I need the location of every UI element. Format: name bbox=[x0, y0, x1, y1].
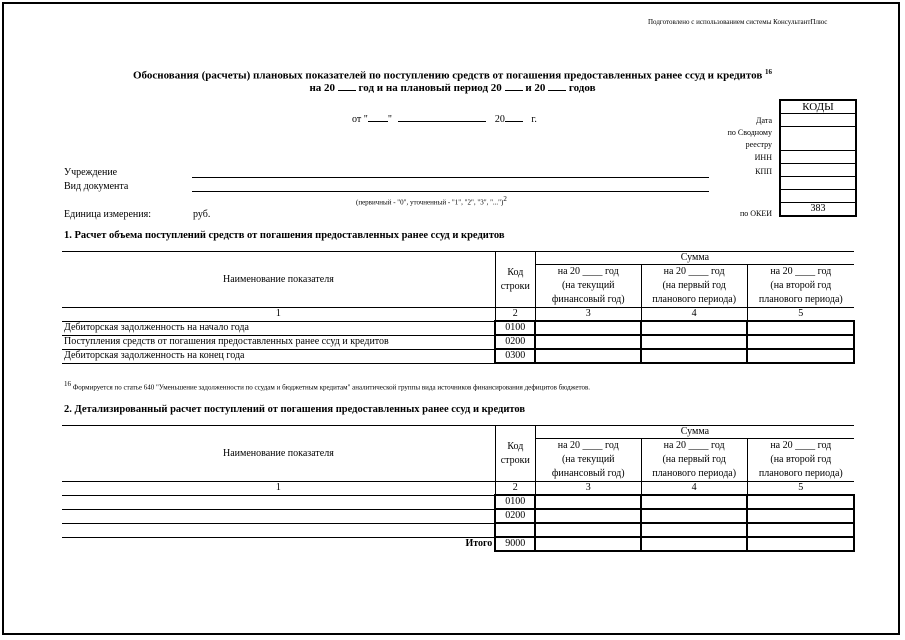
footnote-text: Формируется по статье 640 "Уменьшение задолженности по ссудам и бюджетным кредитам" аналитической группы вида источников финансирования дефицитов бюджетов. bbox=[72, 383, 591, 392]
year-blank-3[interactable] bbox=[548, 90, 566, 91]
code-date[interactable] bbox=[781, 114, 855, 127]
cell-col3[interactable] bbox=[535, 349, 641, 363]
title-line1: Обоснования (расчеты) плановых показателей по поступлению средств от погашения предоставленных ранее ссуд и кредитов bbox=[132, 69, 763, 82]
unit-value: руб. bbox=[193, 209, 211, 220]
date-year-blank[interactable] bbox=[505, 121, 523, 122]
date-g: г. bbox=[531, 114, 537, 125]
code-svodny-reestr[interactable] bbox=[781, 127, 855, 151]
date-line bbox=[352, 114, 537, 125]
codes-box bbox=[779, 99, 857, 217]
code-doc-type[interactable] bbox=[781, 177, 855, 190]
num-4: 4 bbox=[641, 482, 747, 496]
doc-type-hint-sup: 2 bbox=[503, 195, 507, 203]
hdr-col3-l1: на 20 ____ год bbox=[557, 440, 619, 451]
table-row bbox=[62, 509, 854, 523]
date-from-label: от " bbox=[352, 114, 368, 125]
hdr-col4-l3: планового периода) bbox=[652, 468, 737, 479]
label-institution: Учреждение bbox=[64, 167, 118, 178]
hdr-col3-l2: (на текущий bbox=[561, 454, 615, 465]
hdr-col3 bbox=[535, 439, 641, 482]
section1-table bbox=[62, 251, 855, 364]
hdr-col4-l2: (на первый год bbox=[662, 454, 726, 465]
page-title bbox=[0, 68, 905, 82]
row-name[interactable] bbox=[62, 509, 495, 523]
hdr-col5-l1: на 20 ____ год bbox=[770, 266, 832, 277]
hdr-col4-l1: на 20 ____ год bbox=[663, 440, 725, 451]
cell-col5[interactable] bbox=[747, 523, 854, 537]
row-name: Дебиторская задолженность на начало года bbox=[62, 321, 495, 335]
institution-field[interactable] bbox=[192, 177, 709, 178]
num-5: 5 bbox=[747, 308, 854, 322]
cell-col4[interactable] bbox=[641, 495, 747, 509]
year-blank-1[interactable] bbox=[338, 90, 356, 91]
row-code bbox=[495, 523, 535, 537]
hdr-col4 bbox=[641, 265, 747, 308]
label-date: Дата bbox=[756, 116, 772, 125]
codes-header: КОДЫ bbox=[781, 101, 855, 114]
row-name[interactable] bbox=[62, 495, 495, 509]
hdr-code bbox=[495, 252, 535, 308]
cell-col5[interactable] bbox=[747, 509, 854, 523]
row-code: 0200 bbox=[495, 509, 535, 523]
hdr-col3 bbox=[535, 265, 641, 308]
title-period bbox=[0, 82, 905, 94]
doc-type-hint bbox=[356, 195, 507, 206]
top-note: Подготовлено с использованием системы КонсультантПлюс bbox=[648, 18, 828, 26]
row-code: 0100 bbox=[495, 495, 535, 509]
hdr-col3-l2: (на текущий bbox=[561, 280, 615, 291]
title-period-d: годов bbox=[568, 82, 596, 94]
section2-title: 2. Детализированный расчет поступлений от погашения предоставленных ранее ссуд и кредитов bbox=[64, 404, 526, 415]
footnote-num: 16 bbox=[64, 380, 71, 388]
hdr-col4 bbox=[641, 439, 747, 482]
section2-table bbox=[62, 425, 855, 552]
cell-col5[interactable] bbox=[747, 321, 854, 335]
code-empty[interactable] bbox=[781, 190, 855, 203]
doc-type-field[interactable] bbox=[192, 191, 709, 192]
hdr-code-l2: строки bbox=[500, 280, 530, 292]
year-blank-2[interactable] bbox=[505, 90, 523, 91]
label-okei: по ОКЕИ bbox=[739, 209, 772, 218]
hdr-col5-l3: планового периода) bbox=[758, 468, 843, 479]
hdr-code bbox=[495, 426, 535, 482]
hdr-col4-l3: планового периода) bbox=[652, 294, 737, 305]
footnote bbox=[64, 380, 590, 391]
cell-col4[interactable] bbox=[641, 509, 747, 523]
row-code: 0200 bbox=[495, 335, 535, 349]
total-col3[interactable] bbox=[535, 537, 641, 551]
cell-col3[interactable] bbox=[535, 335, 641, 349]
hdr-col5-l2: (на второй год bbox=[770, 280, 832, 291]
cell-col4[interactable] bbox=[641, 335, 747, 349]
code-inn[interactable] bbox=[781, 151, 855, 164]
title-period-c: и 20 bbox=[525, 82, 546, 94]
row-code: 0300 bbox=[495, 349, 535, 363]
label-svodny: по Сводному bbox=[727, 128, 772, 137]
hdr-col4-l2: (на первый год bbox=[662, 280, 726, 291]
table-row bbox=[62, 349, 854, 363]
day-blank[interactable] bbox=[368, 121, 388, 122]
label-kpp: КПП bbox=[755, 167, 772, 176]
label-reestr: реестру bbox=[745, 140, 772, 149]
section1-title: 1. Расчет объема поступлений средств от погашения предоставленных ранее ссуд и кредитов bbox=[64, 230, 505, 241]
num-5: 5 bbox=[747, 482, 854, 496]
month-blank[interactable] bbox=[398, 121, 486, 122]
title-footnote-ref: 16 bbox=[765, 68, 773, 76]
row-name: Дебиторская задолженность на конец года bbox=[62, 349, 495, 363]
row-code: 0100 bbox=[495, 321, 535, 335]
num-1: 1 bbox=[62, 308, 495, 322]
hdr-code-l1: Код bbox=[507, 266, 524, 278]
label-inn: ИНН bbox=[754, 153, 772, 162]
cell-col4[interactable] bbox=[641, 349, 747, 363]
cell-col4[interactable] bbox=[641, 321, 747, 335]
hdr-name: Наименование показателя bbox=[62, 252, 495, 308]
cell-col3[interactable] bbox=[535, 509, 641, 523]
date-quote: " bbox=[387, 114, 392, 125]
num-4: 4 bbox=[641, 308, 747, 322]
hdr-col5 bbox=[747, 439, 854, 482]
num-3: 3 bbox=[535, 308, 641, 322]
cell-col5[interactable] bbox=[747, 335, 854, 349]
table-row bbox=[62, 335, 854, 349]
table-row bbox=[62, 523, 854, 537]
date-year-prefix: 20 bbox=[494, 114, 505, 125]
hdr-code-l1: Код bbox=[507, 440, 524, 452]
num-1: 1 bbox=[62, 482, 495, 496]
hdr-code-l2: строки bbox=[500, 454, 530, 466]
num-3: 3 bbox=[535, 482, 641, 496]
table-row bbox=[62, 321, 854, 335]
hdr-sum: Сумма bbox=[535, 426, 854, 439]
cell-col3[interactable] bbox=[535, 495, 641, 509]
hdr-col5-l3: планового периода) bbox=[758, 294, 843, 305]
total-col4[interactable] bbox=[641, 537, 747, 551]
hdr-col4-l1: на 20 ____ год bbox=[663, 266, 725, 277]
total-row bbox=[62, 537, 854, 551]
code-okei[interactable]: 383 bbox=[810, 203, 826, 214]
row-name[interactable] bbox=[62, 523, 495, 537]
hdr-col3-l3: финансовый год) bbox=[551, 468, 625, 479]
hdr-col5-l2: (на второй год bbox=[770, 454, 832, 465]
doc-type-hint-text: (первичный - "0", уточненный - "1", "2", "3", "...") bbox=[356, 198, 504, 207]
total-col5[interactable] bbox=[747, 537, 854, 551]
label-doc-type: Вид документа bbox=[64, 181, 129, 192]
hdr-sum: Сумма bbox=[535, 252, 854, 265]
cell-col5[interactable] bbox=[747, 349, 854, 363]
num-2: 2 bbox=[495, 482, 535, 496]
cell-col3[interactable] bbox=[535, 523, 641, 537]
table-row bbox=[62, 495, 854, 509]
title-period-b: год и на плановый период 20 bbox=[358, 82, 502, 94]
total-code: 9000 bbox=[495, 537, 535, 551]
cell-col5[interactable] bbox=[747, 495, 854, 509]
cell-col4[interactable] bbox=[641, 523, 747, 537]
hdr-col3-l3: финансовый год) bbox=[551, 294, 625, 305]
hdr-col3-l1: на 20 ____ год bbox=[557, 266, 619, 277]
cell-col3[interactable] bbox=[535, 321, 641, 335]
code-kpp[interactable] bbox=[781, 164, 855, 177]
hdr-col5 bbox=[747, 265, 854, 308]
row-name: Поступления средств от погашения предоставленных ранее ссуд и кредитов bbox=[62, 335, 495, 349]
total-label: Итого bbox=[465, 538, 493, 550]
label-unit: Единица измерения: bbox=[64, 209, 151, 220]
num-2: 2 bbox=[495, 308, 535, 322]
hdr-name: Наименование показателя bbox=[62, 426, 495, 482]
title-period-a: на 20 bbox=[309, 82, 336, 94]
hdr-col5-l1: на 20 ____ год bbox=[770, 440, 832, 451]
